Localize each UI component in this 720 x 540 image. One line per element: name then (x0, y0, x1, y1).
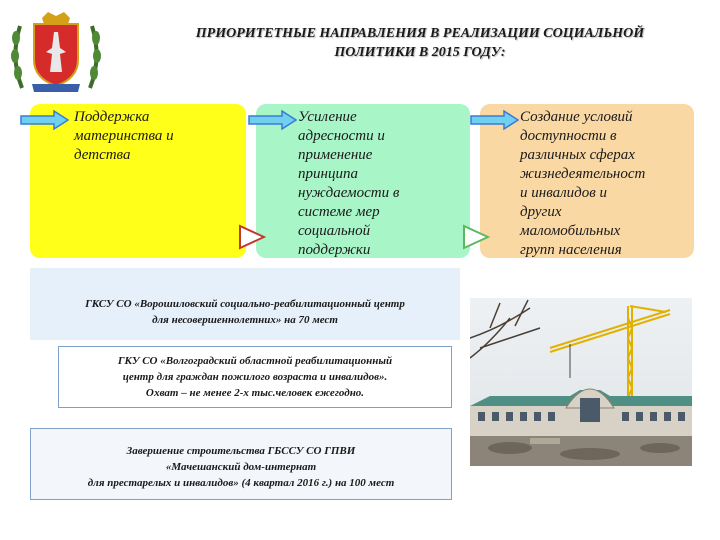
institution-line: Завершение строительства ГБССУ СО ГПВИ (126, 445, 356, 457)
card-text: Создание условий доступности в различных сферах жизнедеятельност и инвалидов и других маломобильных групп населения (520, 109, 646, 258)
title-line-1: ПРИОРИТЕТНЫЕ НАПРАВЛЕНИЯ В РЕАЛИЗАЦИИ СОЦИАЛЬНОЙ (195, 26, 645, 41)
institution-box-volgograd-rehab (58, 346, 452, 408)
institution-box-macheshansky (30, 428, 452, 500)
institution-line: «Мачешанский дом-интернат (165, 461, 317, 473)
title-line-2: ПОЛИТИКИ В 2015 ГОДУ: (334, 45, 506, 60)
institution-box-voroshilovsky (30, 268, 460, 340)
coat-of-arms-emblem (8, 8, 104, 94)
institution-line: центр для граждан пожилого возраста и инвалидов». (122, 371, 388, 383)
institution-line: ГКСУ СО «Ворошиловский социально-реабилитационный центр (85, 298, 405, 310)
card-text: Поддержка материнства и детства (74, 109, 174, 163)
right-arrow-icon (470, 110, 520, 130)
card-text: Усиление адресности и применение принципа нуждаемости в системе мер социальной поддержки (298, 109, 400, 258)
page-title (130, 24, 710, 62)
institution-line: ГКУ СО «Волгоградский областной реабилитационный (117, 355, 393, 367)
institution-line: для престарелых и инвалидов» (4 квартал 2016 г.) на 100 мест (87, 477, 395, 489)
institution-line: для несовершеннолетних» на 70 мест (152, 314, 338, 326)
right-arrow-icon (20, 110, 70, 130)
play-triangle-icon (238, 224, 266, 250)
play-triangle-icon (462, 224, 490, 250)
right-arrow-icon (248, 110, 298, 130)
construction-site-photo (470, 298, 692, 466)
institution-line: Охват – не менее 2-х тыс.человек ежегодно. (145, 387, 365, 399)
